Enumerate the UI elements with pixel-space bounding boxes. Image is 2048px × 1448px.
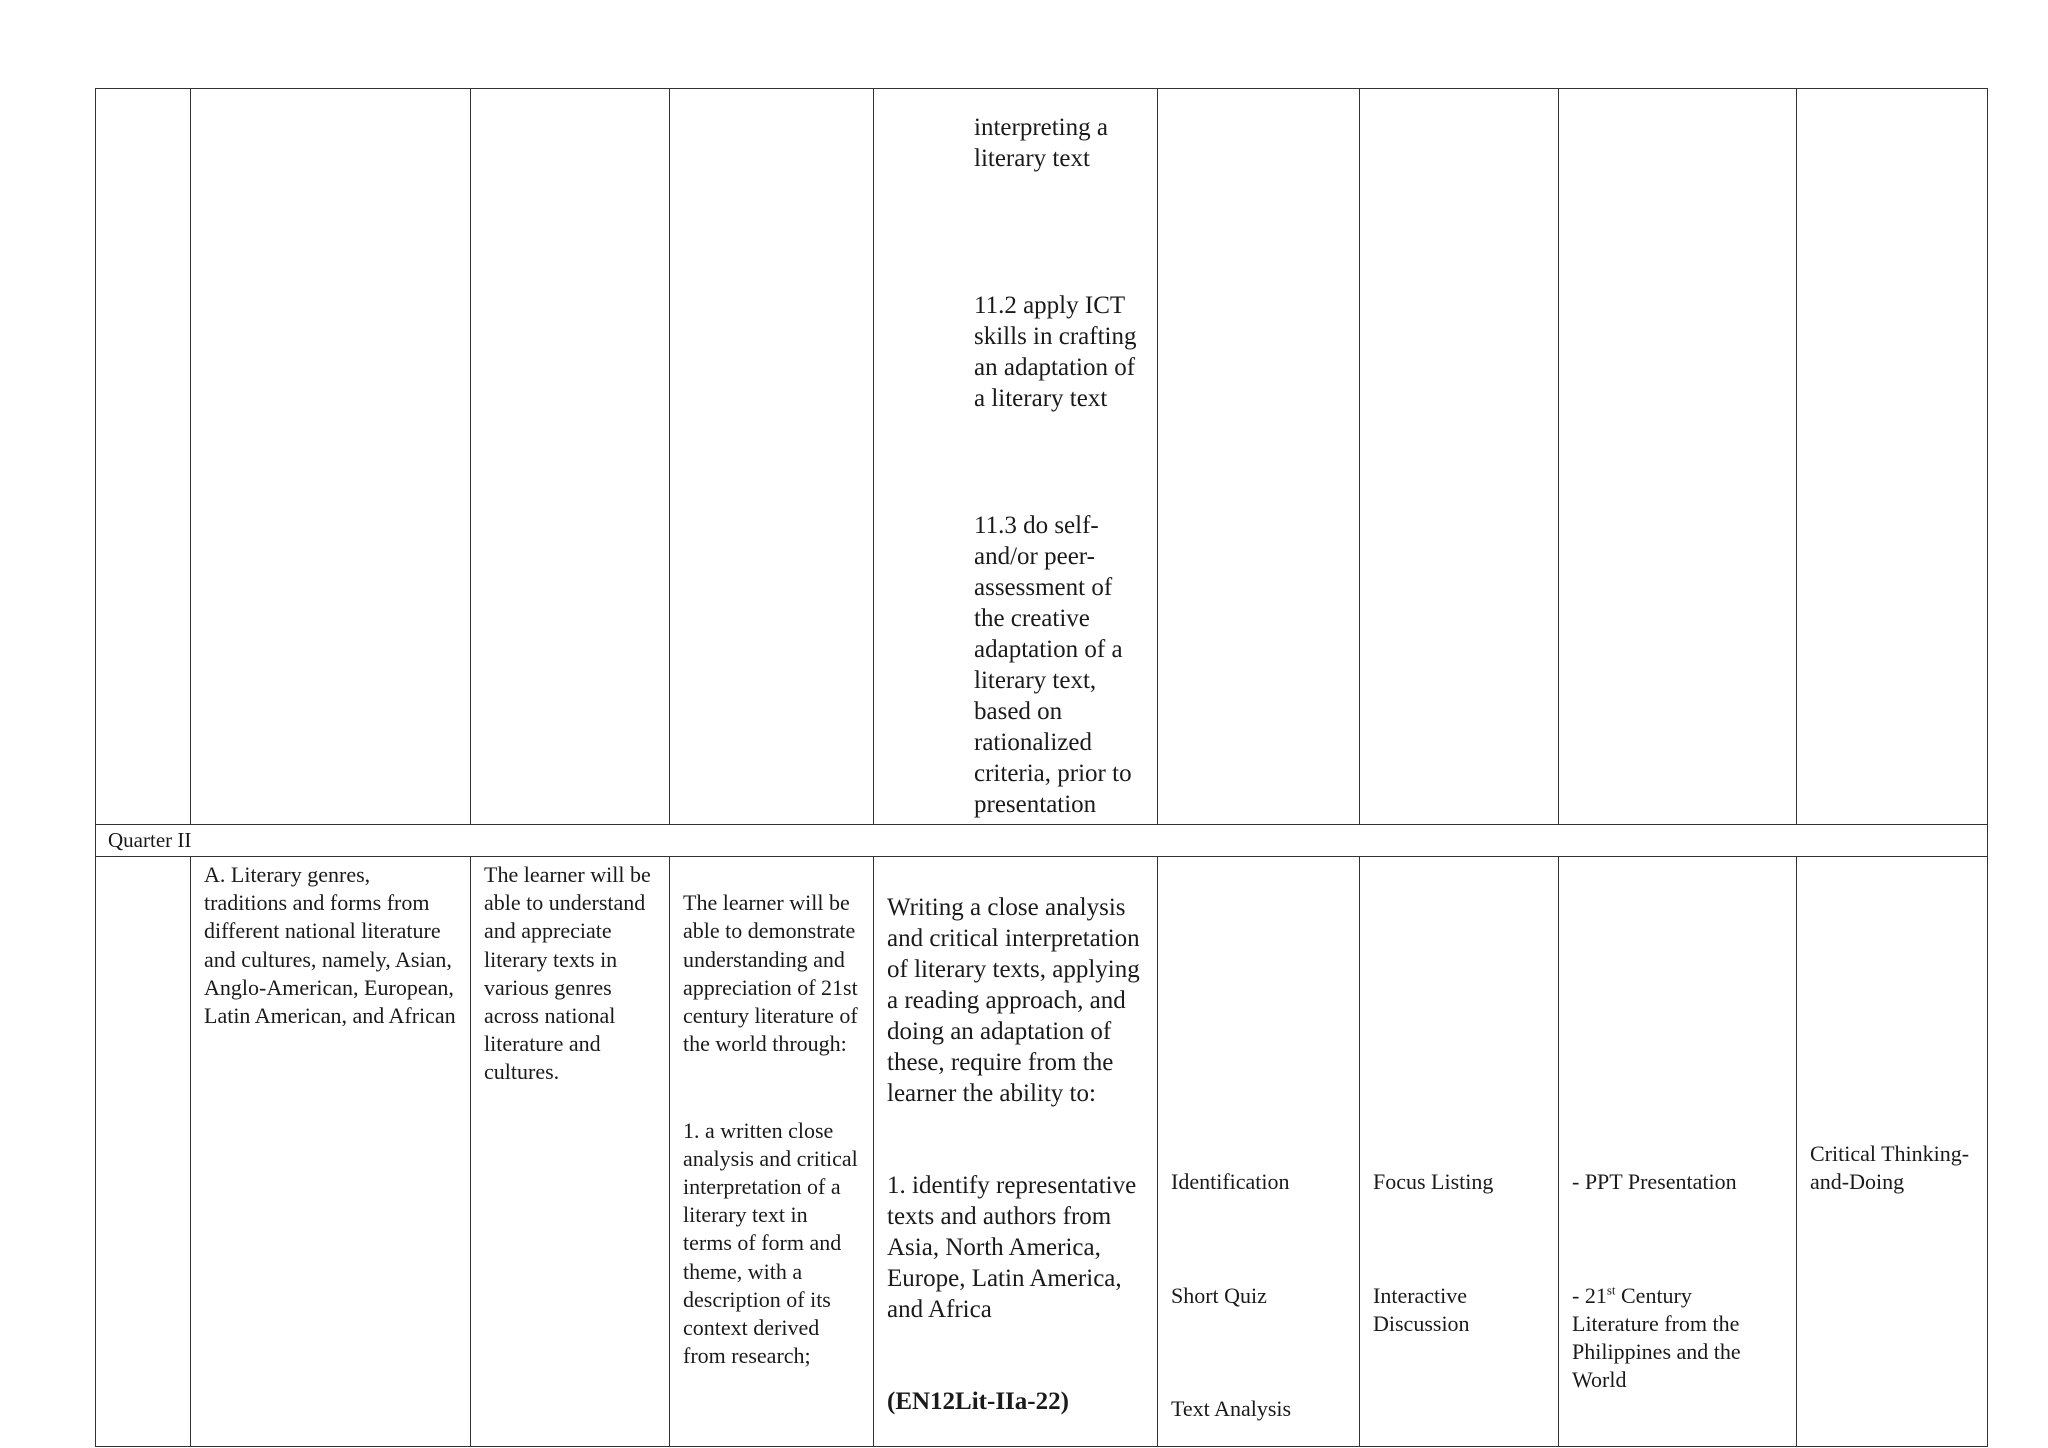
learning-competency-item-1: 1. identify representative texts and authors from Asia, North America, Europe, Latin America, and Africa — [887, 1172, 1137, 1323]
performance-standard-cell — [670, 857, 874, 1447]
assessment-item-3: Text Analysis — [1171, 1396, 1292, 1422]
content-cell — [191, 857, 471, 1447]
quarter-label-cell — [96, 825, 1988, 857]
content-standard-cell — [471, 857, 670, 1447]
empty-cell — [1797, 89, 1988, 825]
performance-standard-item-1: 1. a written close analysis and critical interpretation of a literary text in terms of form and theme, with a description of its context derived from research; — [683, 1117, 858, 1369]
activity-item-2: Interactive Discussion — [1373, 1282, 1470, 1336]
empty-cell — [471, 89, 670, 825]
competency-part-3: 11.3 do self- and/or peer-assessment of the creative adaptation of a literary text, based on rationalized criteria, prior to presentation — [974, 512, 1132, 818]
resource-item-1: - PPT Presentation — [1572, 1169, 1737, 1195]
empty-cell — [1559, 89, 1797, 825]
empty-cell — [670, 89, 874, 825]
activity-item-1: Focus Listing — [1373, 1169, 1494, 1195]
quarter-header-row — [96, 825, 1988, 857]
learning-competency-continued — [874, 89, 1158, 825]
competency-part-1: interpreting a literary text — [974, 114, 1108, 172]
empty-cell — [1360, 89, 1559, 825]
empty-cell — [96, 89, 191, 825]
learning-competency-intro: Writing a close analysis and critical interpretation of literary texts, applying a reading approach, and doing an adaptation of these, require from the learner the ability to: — [887, 894, 1140, 1107]
empty-cell — [96, 857, 191, 1447]
core-values-cell — [1797, 857, 1988, 1447]
resources-cell — [1559, 857, 1797, 1447]
assessment-item-1: Identification — [1171, 1169, 1290, 1195]
competency-part-2: 11.2 apply ICT skills in crafting an adaptation of a literary text — [974, 292, 1137, 412]
resource-item-2: - 21st Century Literature from the Philippines and the World — [1572, 1282, 1741, 1393]
assessment-cell — [1158, 857, 1360, 1447]
competency-code: (EN12Lit-IIa-22) — [887, 1388, 1069, 1415]
empty-cell — [1158, 89, 1360, 825]
assessment-item-2: Short Quiz — [1171, 1282, 1267, 1308]
content-text: A. Literary genres, traditions and forms from different national literature and cultures, namely, Asian, Anglo-American, European, Latin American, and African — [204, 862, 456, 1029]
content-standard-text: The learner will be able to understand and appreciate literary texts in various genres across national literature and cultures. — [484, 862, 651, 1085]
quarter-label: Quarter II — [108, 828, 192, 852]
quarter-ii-row — [96, 857, 1988, 1447]
continued-row — [96, 89, 1988, 825]
empty-cell — [191, 89, 471, 825]
performance-standard-intro: The learner will be able to demonstrate understanding and appreciation of 21st century literature of the world through: — [683, 890, 858, 1057]
curriculum-table — [95, 88, 1988, 1447]
learning-competency-cell — [874, 857, 1158, 1447]
core-values-text: Critical Thinking-and-Doing — [1810, 1141, 1970, 1195]
activities-cell — [1360, 857, 1559, 1447]
